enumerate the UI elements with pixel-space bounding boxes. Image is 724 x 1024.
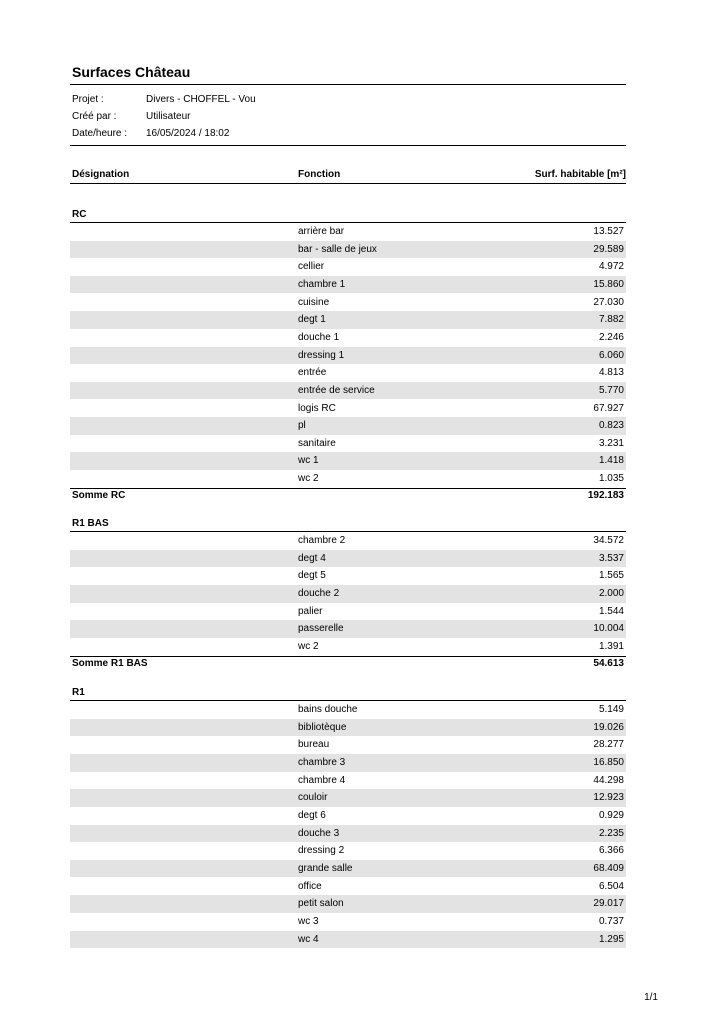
fonction-cell: douche 2 (298, 588, 340, 599)
surface-cell: 6.060 (598, 349, 624, 361)
surface-cell: 29.017 (593, 898, 624, 910)
table-row (70, 719, 626, 737)
table-row (70, 772, 626, 790)
surface-cell: 3.231 (598, 437, 624, 449)
section-title: R1 BAS (72, 518, 109, 529)
fonction-cell: douche 3 (298, 827, 340, 839)
section-sum-row (70, 489, 626, 503)
fonction-cell: degt 4 (298, 552, 326, 564)
table-row (70, 878, 626, 896)
meta-value: Utilisateur (146, 111, 191, 122)
table-row (70, 913, 626, 931)
table-row (70, 241, 626, 259)
surface-cell: 27.030 (593, 296, 624, 308)
meta-label: Créé par : (72, 111, 117, 122)
table-row (70, 294, 626, 312)
table-row (70, 382, 626, 400)
surface-cell: 6.504 (598, 880, 624, 892)
fonction-cell: chambre 3 (298, 757, 346, 768)
surface-cell: 28.277 (593, 739, 624, 751)
fonction-cell: bains douche (298, 704, 358, 715)
title-divider (70, 84, 626, 85)
table-row (70, 400, 626, 418)
table-row (70, 550, 626, 568)
table-row (70, 825, 626, 843)
table-row (70, 931, 626, 949)
table-row (70, 789, 626, 807)
fonction-cell: office (298, 880, 322, 892)
surface-cell: 4.813 (598, 367, 624, 379)
fonction-cell: couloir (298, 792, 328, 804)
surface-cell: 16.850 (593, 757, 624, 768)
fonction-cell: wc 4 (298, 933, 319, 945)
section-title: RC (72, 209, 87, 220)
surface-cell: 0.823 (598, 420, 624, 432)
meta-label: Date/heure : (72, 128, 128, 139)
table-row (70, 435, 626, 453)
column-header-surface: Surf. habitable [m²] (534, 169, 626, 180)
table-row (70, 603, 626, 621)
surface-cell: 68.409 (593, 862, 624, 874)
fonction-cell: entrée (298, 367, 327, 379)
fonction-cell: cellier (298, 261, 325, 273)
table-row (70, 223, 626, 241)
surface-cell: 13.527 (593, 226, 624, 237)
surface-cell: 2.246 (598, 331, 624, 343)
surface-cell: 2.000 (598, 588, 624, 599)
fonction-cell: chambre 2 (298, 535, 346, 546)
sum-value: 192.183 (587, 489, 624, 501)
table-row (70, 347, 626, 365)
meta-value: Divers - CHOFFEL - Vou (146, 94, 256, 105)
table-row (70, 329, 626, 347)
fonction-cell: degt 6 (298, 809, 326, 821)
column-header-designation: Désignation (72, 169, 130, 180)
table-row (70, 258, 626, 276)
surface-cell: 1.295 (598, 933, 624, 945)
surface-cell: 67.927 (593, 402, 624, 414)
page-number: 1/1 (644, 992, 658, 1003)
table-row (70, 754, 626, 772)
fonction-cell: grande salle (298, 862, 353, 874)
fonction-cell: dressing 1 (298, 349, 345, 361)
fonction-cell: arrière bar (298, 226, 345, 237)
sum-value: 54.613 (593, 657, 624, 669)
table-row (70, 638, 626, 656)
surface-cell: 15.860 (593, 278, 624, 290)
fonction-cell: wc 2 (298, 473, 319, 485)
fonction-cell: palier (298, 605, 323, 617)
surface-cell: 1.391 (598, 640, 624, 652)
surface-cell: 1.565 (598, 570, 624, 582)
table-row (70, 736, 626, 754)
table-row (70, 417, 626, 435)
surface-cell: 1.418 (598, 455, 624, 467)
fonction-cell: douche 1 (298, 331, 340, 343)
section-sum-row (70, 657, 626, 671)
surface-cell: 44.298 (593, 774, 624, 786)
fonction-cell: entrée de service (298, 384, 375, 396)
surface-cell: 12.923 (593, 792, 624, 804)
meta-value: 16/05/2024 / 18:02 (146, 128, 230, 139)
table-row (70, 701, 626, 719)
fonction-cell: bar - salle de jeux (298, 243, 377, 255)
header-divider (70, 183, 626, 184)
surface-cell: 4.972 (598, 261, 624, 273)
section-title: R1 (72, 687, 85, 698)
table-row (70, 895, 626, 913)
sum-label: Somme R1 BAS (72, 657, 148, 669)
table-row (70, 311, 626, 329)
fonction-cell: wc 1 (298, 455, 319, 467)
surface-cell: 7.882 (598, 314, 624, 326)
fonction-cell: wc 3 (298, 915, 319, 927)
fonction-cell: degt 1 (298, 314, 326, 326)
surface-cell: 34.572 (593, 535, 624, 546)
fonction-cell: degt 5 (298, 570, 326, 582)
surface-cell: 19.026 (593, 721, 624, 733)
table-row (70, 860, 626, 878)
table-row (70, 452, 626, 470)
fonction-cell: sanitaire (298, 437, 336, 449)
fonction-cell: chambre 1 (298, 278, 346, 290)
surface-cell: 5.149 (598, 704, 624, 715)
table-row (70, 842, 626, 860)
fonction-cell: cuisine (298, 296, 330, 308)
surface-cell: 2.235 (598, 827, 624, 839)
table-row (70, 807, 626, 825)
sum-label: Somme RC (72, 489, 126, 501)
meta-label: Projet : (72, 94, 104, 105)
surface-cell: 0.929 (598, 809, 624, 821)
table-row (70, 585, 626, 603)
surface-cell: 6.366 (598, 845, 624, 857)
table-row (70, 470, 626, 488)
fonction-cell: passerelle (298, 623, 344, 635)
fonction-cell: bureau (298, 739, 330, 751)
fonction-cell: petit salon (298, 898, 344, 910)
fonction-cell: logis RC (298, 402, 336, 414)
fonction-cell: chambre 4 (298, 774, 346, 786)
column-header-fonction: Fonction (298, 169, 341, 180)
surface-cell: 3.537 (598, 552, 624, 564)
fonction-cell: dressing 2 (298, 845, 345, 857)
table-row (70, 276, 626, 294)
fonction-cell: pl (298, 420, 306, 432)
surface-cell: 29.589 (593, 243, 624, 255)
fonction-cell: bibliotèque (298, 721, 347, 733)
page-title: Surfaces Château (72, 64, 191, 80)
surface-cell: 5.770 (598, 384, 624, 396)
meta-divider (70, 145, 626, 146)
table-row (70, 567, 626, 585)
surface-cell: 0.737 (598, 915, 624, 927)
surface-cell: 1.035 (598, 473, 624, 485)
table-row (70, 364, 626, 382)
surface-cell: 1.544 (598, 605, 624, 617)
fonction-cell: wc 2 (298, 640, 319, 652)
table-row (70, 532, 626, 550)
table-row (70, 620, 626, 638)
surface-cell: 10.004 (593, 623, 624, 635)
